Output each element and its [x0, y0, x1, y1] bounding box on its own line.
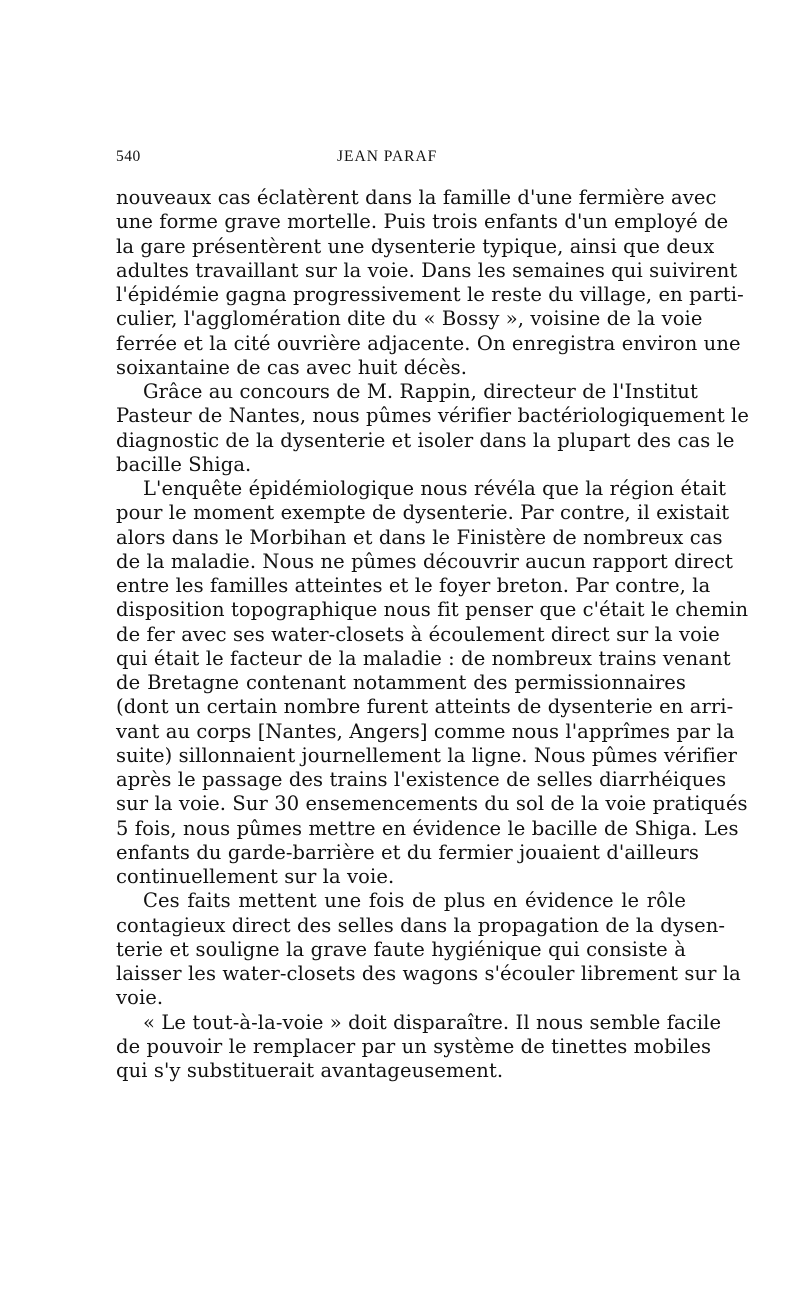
text-line: 5 fois, nous pûmes mettre en évidence le bacille de Shiga. Les: [116, 816, 739, 840]
text-line: Pasteur de Nantes, nous pûmes vérifier bactériologiquement le: [116, 404, 750, 428]
running-head: [116, 148, 686, 172]
text-line: vant au corps [Nantes, Angers] comme nous l'apprîmes par la: [116, 719, 735, 743]
text-line: diagnostic de la dysenterie et isoler dans la plupart des cas le: [116, 428, 735, 452]
text-line: après le passage des trains l'existence de selles diarrhéiques: [116, 768, 727, 791]
text-line: de Bretagne contenant notamment des permissionnaires: [116, 671, 686, 694]
paragraph: [116, 380, 750, 477]
text-line: de pouvoir le remplacer par un système de tinettes mobiles: [116, 1034, 712, 1058]
text-line: voie.: [116, 986, 164, 1010]
paragraph: [116, 477, 749, 889]
text-line: suite) sillonnaient journellement la ligne. Nous pûmes vérifier: [116, 743, 738, 767]
text-line: soixantaine de cas avec huit décès.: [116, 355, 468, 379]
running-title: JEAN PARAF: [337, 148, 438, 165]
text-line: ferrée et la cité ouvrière adjacente. On enregistra environ une: [116, 331, 741, 355]
text-line: bacille Shiga.: [116, 452, 252, 476]
text-line: de la maladie. Nous ne pûmes découvrir aucun rapport direct: [116, 549, 734, 573]
text-line: pour le moment exempte de dysenterie. Par contre, il existait: [116, 501, 730, 525]
paragraph: [116, 889, 741, 1010]
text-line: « Le tout-à-la-voie » doit disparaître. Il nous semble facile: [143, 1010, 722, 1034]
page-number: 540: [116, 148, 141, 165]
paragraph: [116, 186, 744, 380]
text-line: qui s'y substituerait avantageusement.: [116, 1059, 504, 1082]
text-line: culier, l'agglomération dite du « Bossy », voisine de la voie: [116, 307, 703, 331]
paragraph: [116, 1010, 722, 1084]
text-line: la gare présentèrent une dysenterie typique, ainsi que deux: [116, 234, 715, 258]
text-line: L'enquête épidémiologique nous révéla que la région était: [143, 477, 727, 500]
text-line: (dont un certain nombre furent atteints de dysenterie en arri-: [116, 695, 734, 719]
text-line: entre les familles atteintes et le foyer breton. Par contre, la: [116, 574, 711, 597]
text-line: sur la voie. Sur 30 ensemencements du sol de la voie pratiqués: [116, 792, 748, 816]
text-line: laisser les water-closets des wagons s'écouler librement sur la: [116, 962, 741, 985]
text-line: continuellement sur la voie.: [116, 865, 395, 888]
text-line: l'épidémie gagna progressivement le reste du village, en parti-: [116, 283, 744, 306]
text-line: alors dans le Morbihan et dans le Finistère de nombreux cas: [116, 525, 723, 549]
text-line: enfants du garde-barrière et du fermier jouaient d'ailleurs: [116, 840, 699, 864]
text-line: terie et souligne la grave faute hygiénique qui consiste à: [116, 937, 686, 961]
text-line: qui était le facteur de la maladie : de nombreux trains venant: [116, 646, 731, 670]
body-text: [116, 186, 750, 1083]
text-line: nouveaux cas éclatèrent dans la famille d'une fermière avec: [116, 186, 717, 209]
text-line: Grâce au concours de M. Rappin, directeur de l'Institut: [143, 380, 698, 403]
text-line: Ces faits mettent une fois de plus en évidence le rôle: [143, 889, 686, 913]
text-line: adultes travaillant sur la voie. Dans les semaines qui suivirent: [116, 258, 738, 282]
text-line: une forme grave mortelle. Puis trois enfants d'un employé de: [116, 210, 729, 234]
text-line: disposition topographique nous fit penser que c'était le chemin: [116, 598, 749, 622]
text-line: contagieux direct des selles dans la propagation de la dysen-: [116, 913, 726, 937]
text-line: de fer avec ses water-closets à écoulement direct sur la voie: [116, 622, 720, 646]
